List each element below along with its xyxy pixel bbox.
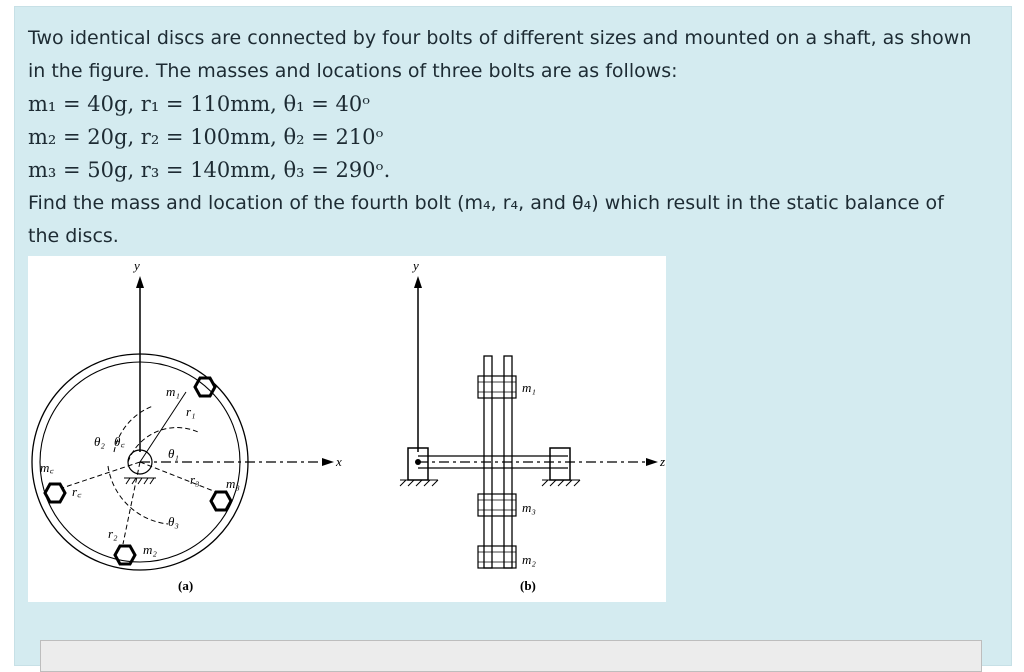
problem-question: Find the mass and location of the fourth bolt (m₄, r₄, and θ₄) which result in the static balance of the discs. — [28, 192, 944, 247]
fig-b-m3: m₃ — [522, 500, 536, 515]
fig-a-r2: r₂ — [108, 526, 118, 541]
fig-a-caption: (a) — [178, 578, 194, 593]
problem-intro: Two identical discs are connected by four bolts of different sizes and mounted on a shaft, as shown in the figure. The masses and locations of three bolts are as follows: — [28, 27, 972, 82]
equation-bolt-3: m₃ = 50g, r₃ = 140mm, θ₃ = 290ᵒ. — [28, 158, 391, 182]
equation-bolt-1: m₁ = 40g, r₁ = 110mm, θ₁ = 40ᵒ — [28, 92, 371, 116]
fig-a-m3: m₃ — [226, 476, 240, 491]
answer-input-area[interactable] — [40, 640, 982, 672]
fig-a-r1: r₁ — [186, 404, 196, 419]
fig-b-y-label: y — [413, 258, 419, 273]
fig-b-caption: (b) — [520, 578, 536, 593]
fig-a-r3: r₃ — [190, 472, 200, 487]
bolt-m3-icon — [211, 492, 231, 510]
fig-a-thetac: θ꜀ — [114, 434, 125, 449]
fig-a-x-label: x — [336, 454, 342, 469]
fig-a-y-label: y — [134, 258, 140, 273]
fig-a-theta3: θ₃ — [168, 514, 179, 529]
figure-a — [32, 258, 342, 593]
fig-b-z-label: z — [660, 454, 666, 469]
problem-text — [28, 22, 978, 253]
fig-b-m1: m₁ — [522, 380, 536, 395]
fig-a-mc: m꜀ — [40, 460, 54, 475]
bolt-mc-icon — [45, 484, 65, 502]
fig-a-rc: r꜀ — [72, 484, 82, 499]
fig-a-m2: m₂ — [143, 542, 157, 557]
fig-a-theta1: θ₁ — [168, 446, 179, 461]
fig-a-m1: m₁ — [166, 384, 180, 399]
fig-a-theta2: θ₂ — [94, 434, 105, 449]
figure-b — [400, 258, 665, 593]
problem-figure — [28, 256, 666, 602]
fig-b-m2: m₂ — [522, 552, 536, 567]
equation-bolt-2: m₂ = 20g, r₂ = 100mm, θ₂ = 210ᵒ — [28, 125, 384, 149]
bolt-m1-icon — [195, 378, 215, 396]
